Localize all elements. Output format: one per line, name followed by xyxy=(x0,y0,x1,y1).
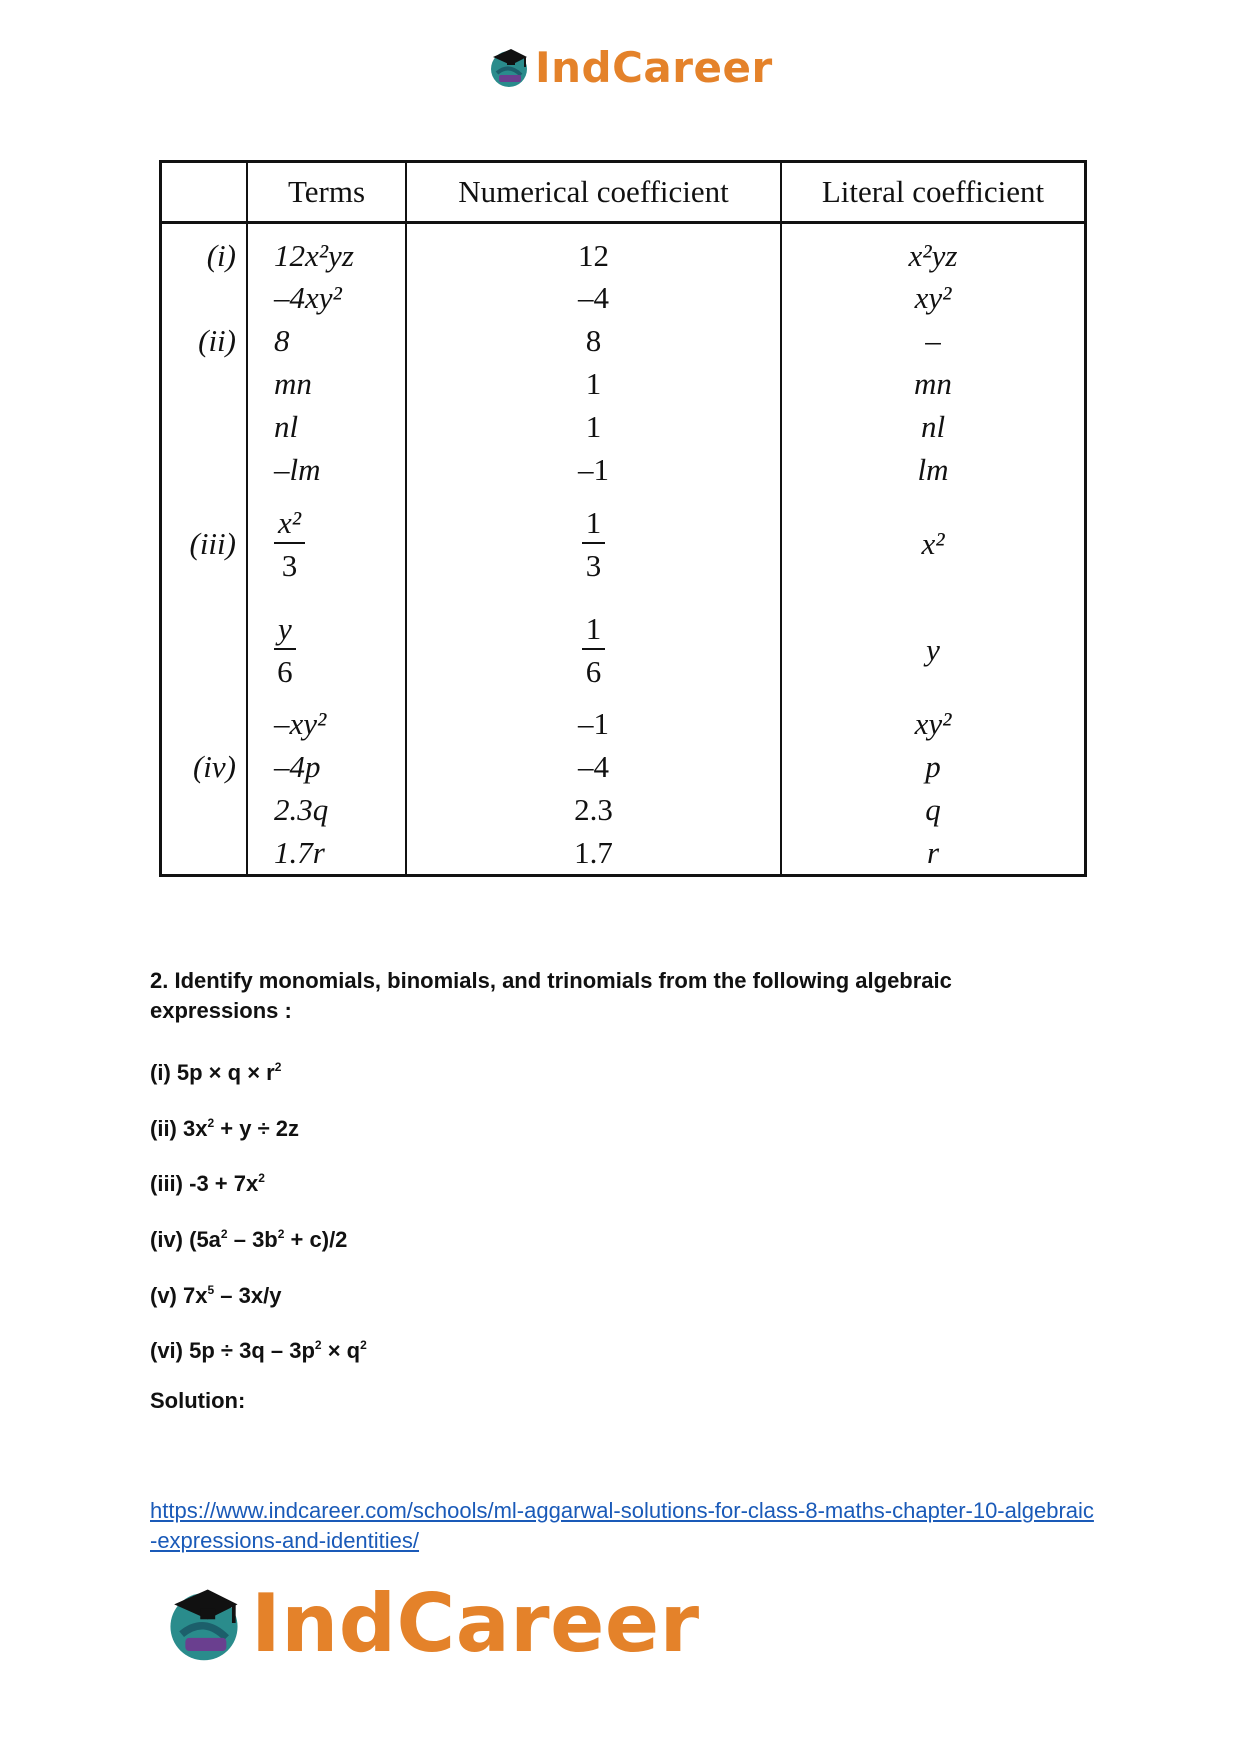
item-label: (vi) xyxy=(150,1338,183,1363)
term-fraction xyxy=(274,610,296,689)
header-literal-coefficient: Literal coefficient xyxy=(781,162,1086,223)
fraction-numerator: 1 xyxy=(582,507,606,544)
item-expression: × q xyxy=(321,1338,361,1363)
coefficient-table xyxy=(159,160,1087,877)
header-numerical-coefficient: Numerical coefficient xyxy=(406,162,781,223)
item-exponent: 2 xyxy=(360,1338,367,1352)
row-label: (iii) xyxy=(161,491,248,597)
table-row xyxy=(161,703,1086,746)
literal-coefficient-cell: – xyxy=(781,320,1086,363)
table-row xyxy=(161,491,1086,597)
table-row xyxy=(161,831,1086,875)
item-expression: + y ÷ 2z xyxy=(214,1116,300,1141)
question-title: 2. Identify monomials, binomials, and trinomials from the following algebraic expressions : xyxy=(150,968,952,1023)
item-expression: – 3x/y xyxy=(214,1283,282,1308)
row-label: (iv) xyxy=(161,746,248,789)
numerical-coefficient-cell: 1.7 xyxy=(406,831,781,875)
solution-label: Solution: xyxy=(150,1388,246,1413)
item-exponent: 2 xyxy=(220,1227,228,1241)
item-expression: 5p ÷ 3q – 3p xyxy=(189,1338,315,1363)
table-row xyxy=(161,597,1086,703)
header-label-cell xyxy=(161,162,248,223)
numerical-coefficient-cell: –1 xyxy=(406,703,781,746)
numerical-coefficient-cell: 1 xyxy=(406,363,781,406)
term-cell: –4xy² xyxy=(247,277,406,320)
literal-coefficient-cell: mn xyxy=(781,363,1086,406)
item-label: (v) xyxy=(150,1283,177,1308)
item-label: (iii) xyxy=(150,1171,183,1196)
numerical-coefficient-cell: 12 xyxy=(406,223,781,278)
item-expression: (5a xyxy=(189,1227,221,1252)
item-expression: -3 + 7x xyxy=(189,1171,259,1196)
table-row xyxy=(161,320,1086,363)
term-cell xyxy=(247,597,406,703)
logo-wordmark: IndCareer xyxy=(535,42,773,92)
literal-coefficient-cell: xy² xyxy=(781,703,1086,746)
question-item xyxy=(150,1108,299,1144)
item-exponent: 2 xyxy=(274,1060,282,1074)
literal-coefficient-cell: lm xyxy=(781,448,1086,491)
numerical-coefficient-cell: 8 xyxy=(406,320,781,363)
item-expression: 5p × q × r xyxy=(176,1060,275,1085)
literal-coefficient-cell: xy² xyxy=(781,277,1086,320)
numerical-coefficient-cell: 2.3 xyxy=(406,788,781,831)
graduation-cap-globe-icon xyxy=(163,1582,245,1664)
term-cell: 8 xyxy=(247,320,406,363)
item-exponent: 2 xyxy=(314,1338,322,1352)
fraction-denominator: 6 xyxy=(277,653,293,689)
fraction-denominator: 3 xyxy=(585,547,602,583)
item-expression: 3x xyxy=(183,1116,208,1141)
numerical-coefficient-cell xyxy=(406,597,781,703)
term-fraction xyxy=(274,504,305,583)
item-expression: 7x xyxy=(183,1283,208,1308)
brand-logo-bottom xyxy=(163,1577,700,1669)
item-exponent: 5 xyxy=(207,1283,215,1297)
literal-coefficient-cell: x²yz xyxy=(781,223,1086,278)
item-label: (ii) xyxy=(150,1116,177,1141)
numerical-coefficient-cell: 1 xyxy=(406,405,781,448)
table-row xyxy=(161,223,1086,278)
item-expression: – 3b xyxy=(227,1227,278,1252)
literal-coefficient-cell: y xyxy=(781,597,1086,703)
fraction-numerator: 1 xyxy=(582,613,606,650)
term-cell xyxy=(247,491,406,597)
table-row xyxy=(161,448,1086,491)
literal-coefficient-cell: r xyxy=(781,831,1086,875)
table-row xyxy=(161,405,1086,448)
term-cell: –4p xyxy=(247,746,406,789)
literal-coefficient-cell: nl xyxy=(781,405,1086,448)
table-header-row xyxy=(161,162,1086,223)
literal-coefficient-cell: x² xyxy=(781,491,1086,597)
term-cell: 12x²yz xyxy=(247,223,406,278)
term-cell: –lm xyxy=(247,448,406,491)
term-cell: –xy² xyxy=(247,703,406,746)
numerical-coefficient-cell: –4 xyxy=(406,746,781,789)
row-label: (ii) xyxy=(161,320,248,363)
table-row xyxy=(161,788,1086,831)
numerical-coefficient-cell: –1 xyxy=(406,448,781,491)
numerical-coefficient-cell xyxy=(406,491,781,597)
item-exponent: 2 xyxy=(207,1116,215,1130)
question-item xyxy=(150,1163,265,1199)
row-label xyxy=(161,788,248,831)
term-cell: 1.7r xyxy=(247,831,406,875)
header-terms: Terms xyxy=(247,162,406,223)
question-item xyxy=(150,1219,347,1255)
question-item xyxy=(150,1052,281,1088)
term-cell: mn xyxy=(247,363,406,406)
row-label xyxy=(161,405,248,448)
table-row xyxy=(161,277,1086,320)
numerical-coefficient-cell: –4 xyxy=(406,277,781,320)
graduation-cap-globe-icon xyxy=(487,45,531,89)
row-label: (i) xyxy=(161,223,248,278)
coefficient-fraction xyxy=(582,504,606,583)
fraction-denominator: 6 xyxy=(585,653,602,689)
logo-wordmark: IndCareer xyxy=(251,1576,700,1670)
item-expression: + c)/2 xyxy=(284,1227,348,1252)
row-label xyxy=(161,703,248,746)
fraction-numerator: x² xyxy=(274,507,305,544)
row-label xyxy=(161,363,248,406)
literal-coefficient-cell: p xyxy=(781,746,1086,789)
question-item xyxy=(150,1275,281,1311)
fraction-denominator: 3 xyxy=(281,547,298,583)
literal-coefficient-cell: q xyxy=(781,788,1086,831)
fraction-numerator: y xyxy=(274,613,296,650)
source-link[interactable]: https://www.indcareer.com/schools/ml-aggarwal-solutions-for-class-8-maths-chapter-10-algebraic-expressions-and-identities/ xyxy=(150,1498,1094,1553)
table-row xyxy=(161,746,1086,789)
row-label xyxy=(161,597,248,703)
table-row xyxy=(161,363,1086,406)
question-item xyxy=(150,1330,367,1366)
row-label xyxy=(161,831,248,875)
term-cell: 2.3q xyxy=(247,788,406,831)
coefficient-fraction xyxy=(582,610,606,689)
item-label: (i) xyxy=(150,1060,171,1085)
item-exponent: 2 xyxy=(277,1227,285,1241)
item-exponent: 2 xyxy=(258,1171,265,1185)
term-cell: nl xyxy=(247,405,406,448)
row-label xyxy=(161,277,248,320)
brand-logo-top xyxy=(487,40,773,94)
row-label xyxy=(161,448,248,491)
item-label: (iv) xyxy=(150,1227,183,1252)
